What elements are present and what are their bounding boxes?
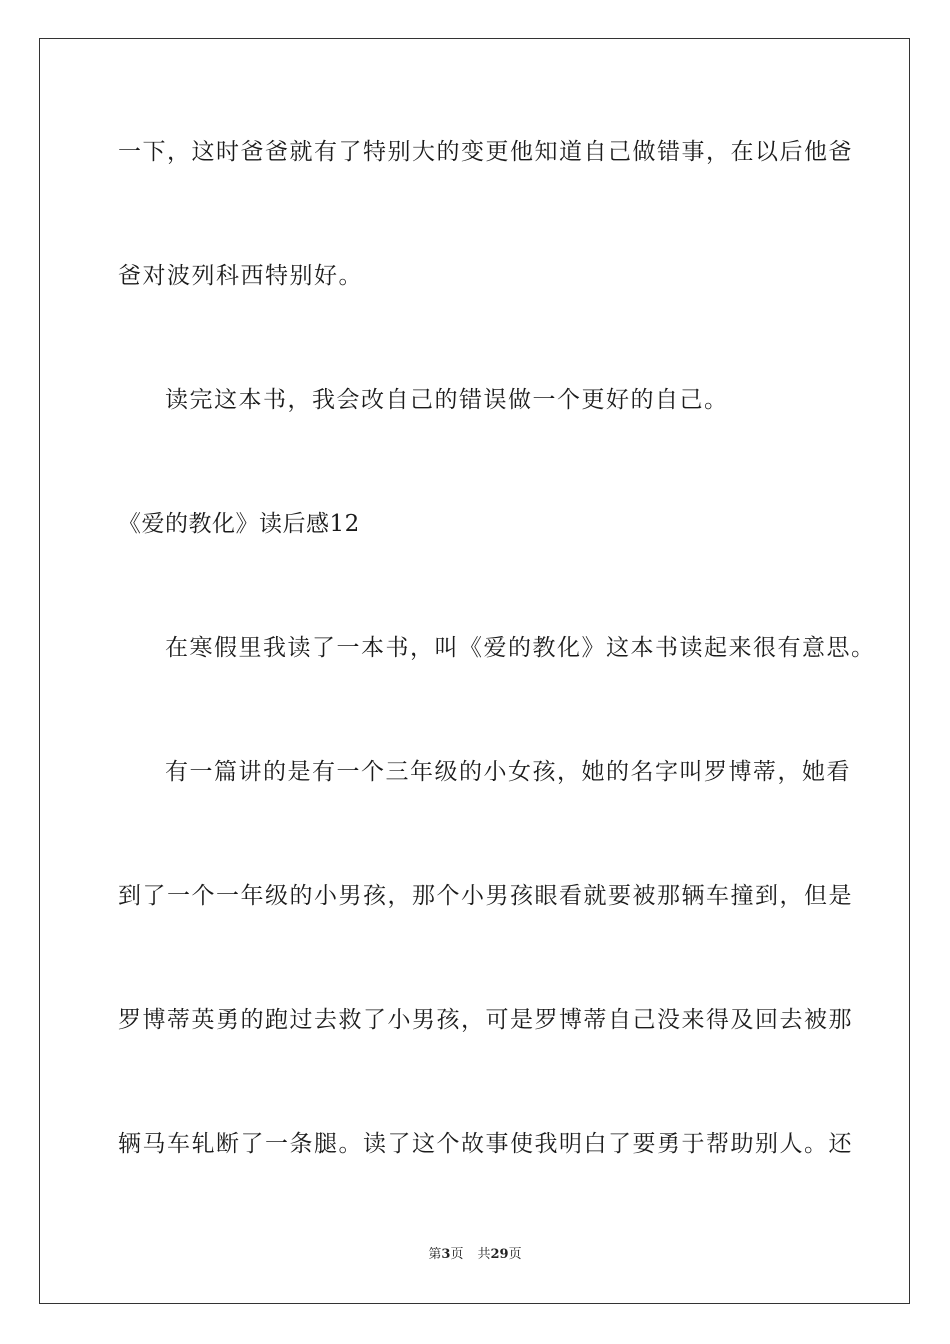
body-text-line: 到了一个一年级的小男孩，那个小男孩眼看就要被那辆车撞到，但是: [118, 883, 853, 909]
body-text-line: 一下，这时爸爸就有了特别大的变更他知道自己做错事，在以后他爸: [118, 139, 853, 165]
page-border: [39, 38, 910, 1304]
total-suffix: 页: [508, 1247, 522, 1262]
paragraph-first-line: 有一篇讲的是有一个三年级的小女孩，她的名字叫罗博蒂，她看: [165, 759, 851, 785]
page-number: 3: [441, 1247, 451, 1262]
section-heading: 《爱的教化》读后感12: [118, 511, 360, 537]
body-text-line: 罗博蒂英勇的跑过去救了小男孩，可是罗博蒂自己没来得及回去被那: [118, 1007, 853, 1033]
page-prefix: 第: [428, 1247, 442, 1262]
page-footer: [0, 1246, 950, 1264]
total-pages: 29: [490, 1247, 509, 1262]
body-text-line: 爸对波列科西特别好。: [118, 263, 363, 289]
total-prefix: 共: [477, 1247, 491, 1262]
paragraph-first-line: 在寒假里我读了一本书，叫《爱的教化》这本书读起来很有意思。: [165, 635, 876, 661]
paragraph-first-line: 读完这本书，我会改自己的错误做一个更好的自己。: [165, 387, 729, 413]
body-text-line: 辆马车轧断了一条腿。读了这个故事使我明白了要勇于帮助别人。还: [118, 1131, 853, 1157]
page-suffix: 页: [450, 1247, 464, 1262]
